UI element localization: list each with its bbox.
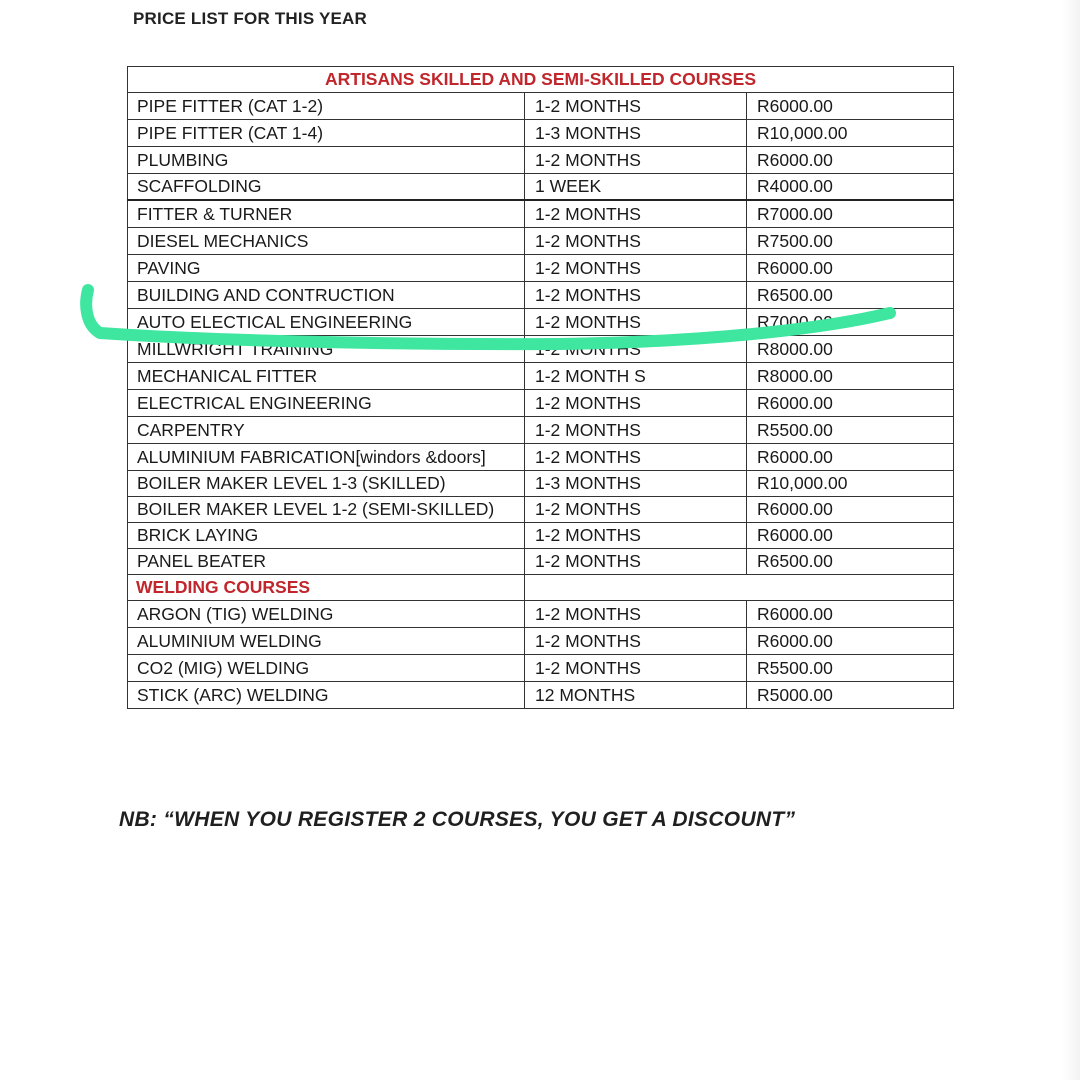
table-row (128, 390, 954, 417)
course-duration: 1-2 MONTHS (525, 200, 747, 228)
table-row (128, 120, 954, 147)
course-name: BUILDING AND CONTRUCTION (128, 282, 525, 309)
table-row (128, 228, 954, 255)
course-price: R7000.00 (747, 200, 954, 228)
table-row (128, 523, 954, 549)
course-name: CO2 (MIG) WELDING (128, 655, 525, 682)
course-price: R6000.00 (747, 497, 954, 523)
course-duration: 1-2 MONTHS (525, 497, 747, 523)
course-duration: 1-2 MONTHS (525, 417, 747, 444)
course-duration: 1-2 MONTHS (525, 93, 747, 120)
course-duration: 1-2 MONTHS (525, 228, 747, 255)
section-heading-row (128, 67, 954, 93)
course-duration: 1 WEEK (525, 174, 747, 201)
course-price: R6000.00 (747, 601, 954, 628)
course-price: R8000.00 (747, 363, 954, 390)
course-duration: 1-2 MONTHS (525, 523, 747, 549)
course-name: CARPENTRY (128, 417, 525, 444)
course-name: DIESEL MECHANICS (128, 228, 525, 255)
course-name: PIPE FITTER (CAT 1-2) (128, 93, 525, 120)
table-row (128, 309, 954, 336)
table-row (128, 282, 954, 309)
table-row (128, 200, 954, 228)
course-name: PANEL BEATER (128, 549, 525, 575)
course-price: R10,000.00 (747, 120, 954, 147)
table-row (128, 471, 954, 497)
table-row (128, 147, 954, 174)
course-price: R6000.00 (747, 523, 954, 549)
course-name: AUTO ELECTICAL ENGINEERING (128, 309, 525, 336)
table-row (128, 255, 954, 282)
course-duration: 1-2 MONTHS (525, 601, 747, 628)
table-row (128, 628, 954, 655)
table-row (128, 417, 954, 444)
course-price: R5000.00 (747, 682, 954, 709)
page-title: PRICE LIST FOR THIS YEAR (133, 9, 368, 28)
course-name: FITTER & TURNER (128, 200, 525, 228)
discount-note: NB: “WHEN YOU REGISTER 2 COURSES, YOU GET A DISCOUNT” (119, 808, 796, 831)
table-row (128, 336, 954, 363)
course-name: BRICK LAYING (128, 523, 525, 549)
course-price: R4000.00 (747, 174, 954, 201)
table-row (128, 93, 954, 120)
table-row (128, 497, 954, 523)
course-price: R7000.00 (747, 309, 954, 336)
course-price: R6000.00 (747, 390, 954, 417)
course-duration: 1-2 MONTH S (525, 363, 747, 390)
course-duration: 1-2 MONTHS (525, 628, 747, 655)
course-price: R6000.00 (747, 93, 954, 120)
course-duration: 1-2 MONTHS (525, 309, 747, 336)
course-price: R6000.00 (747, 444, 954, 471)
table-row (128, 549, 954, 575)
course-name: ALUMINIUM WELDING (128, 628, 525, 655)
course-name: SCAFFOLDING (128, 174, 525, 201)
table-row (128, 363, 954, 390)
course-duration: 1-2 MONTHS (525, 336, 747, 363)
price-list-table (127, 66, 954, 709)
course-price: R7500.00 (747, 228, 954, 255)
course-price: R8000.00 (747, 336, 954, 363)
table-row (128, 601, 954, 628)
course-name: MECHANICAL FITTER (128, 363, 525, 390)
welding-section-heading: WELDING COURSES (128, 575, 525, 601)
course-duration: 1-2 MONTHS (525, 282, 747, 309)
course-duration: 1-2 MONTHS (525, 147, 747, 174)
course-name: PAVING (128, 255, 525, 282)
course-price: R6000.00 (747, 147, 954, 174)
welding-heading-row (128, 575, 954, 601)
course-duration: 1-2 MONTHS (525, 444, 747, 471)
course-price: R6500.00 (747, 549, 954, 575)
course-price: R10,000.00 (747, 471, 954, 497)
table-row (128, 444, 954, 471)
table-row (128, 174, 954, 201)
course-duration: 1-2 MONTHS (525, 255, 747, 282)
course-duration: 12 MONTHS (525, 682, 747, 709)
course-name: MILLWRIGHT TRAINING (128, 336, 525, 363)
course-name: ELECTRICAL ENGINEERING (128, 390, 525, 417)
course-price: R5500.00 (747, 417, 954, 444)
table-row (128, 682, 954, 709)
course-price: R6000.00 (747, 255, 954, 282)
course-duration: 1-2 MONTHS (525, 655, 747, 682)
page-edge-shadow (1062, 0, 1080, 1080)
course-duration: 1-2 MONTHS (525, 390, 747, 417)
course-price: R5500.00 (747, 655, 954, 682)
course-name: STICK (ARC) WELDING (128, 682, 525, 709)
course-name: PLUMBING (128, 147, 525, 174)
table-row (128, 655, 954, 682)
course-name: ALUMINIUM FABRICATION[windors &doors] (128, 444, 525, 471)
welding-heading-blank (525, 575, 954, 601)
course-duration: 1-3 MONTHS (525, 471, 747, 497)
course-name: BOILER MAKER LEVEL 1-2 (SEMI-SKILLED) (128, 497, 525, 523)
course-name: BOILER MAKER LEVEL 1-3 (SKILLED) (128, 471, 525, 497)
course-duration: 1-2 MONTHS (525, 549, 747, 575)
course-duration: 1-3 MONTHS (525, 120, 747, 147)
section-heading: ARTISANS SKILLED AND SEMI-SKILLED COURSES (128, 67, 954, 93)
course-name: ARGON (TIG) WELDING (128, 601, 525, 628)
course-name: PIPE FITTER (CAT 1-4) (128, 120, 525, 147)
course-price: R6000.00 (747, 628, 954, 655)
course-price: R6500.00 (747, 282, 954, 309)
